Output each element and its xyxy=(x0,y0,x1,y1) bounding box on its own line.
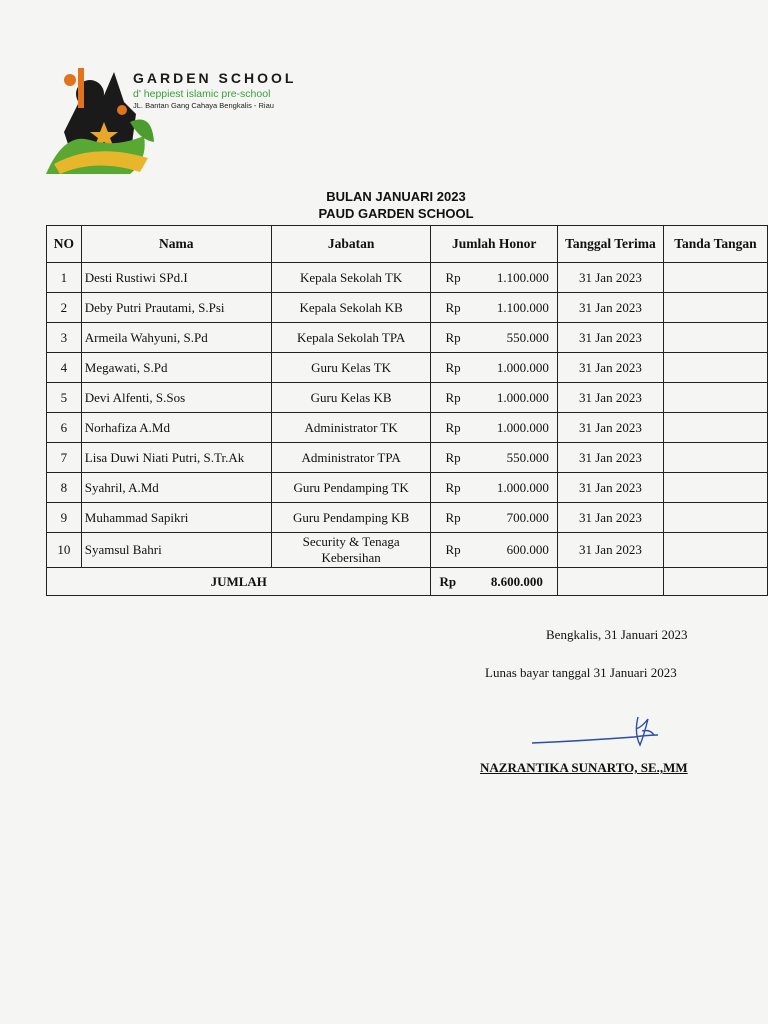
document-title: BULAN JANUARI 2023 xyxy=(326,189,466,204)
row-currency: Rp xyxy=(445,542,461,557)
paid-note: Lunas bayar tanggal 31 Januari 2023 xyxy=(485,665,677,680)
row-amount: 1.000.000 xyxy=(496,389,549,405)
header-jabatan: Jabatan xyxy=(271,226,431,263)
row-honor xyxy=(431,443,557,473)
row-honor xyxy=(431,533,557,568)
row-amount: 1.000.000 xyxy=(496,359,549,375)
total-row xyxy=(47,568,768,596)
table-row xyxy=(47,383,768,413)
row-nama: Deby Putri Prautami, S.Psi xyxy=(81,293,271,323)
row-honor xyxy=(431,413,557,443)
row-amount: 600.000 xyxy=(506,542,549,557)
row-amount: 1.000.000 xyxy=(496,479,549,495)
row-amount: 550.000 xyxy=(506,449,549,465)
row-nama: Norhafiza A.Md xyxy=(81,413,271,443)
row-currency: Rp xyxy=(445,329,461,345)
row-jabatan: Administrator TK xyxy=(271,413,431,443)
total-ttd-empty xyxy=(663,568,767,596)
row-nama: Syahril, A.Md xyxy=(81,473,271,503)
row-currency: Rp xyxy=(445,389,461,405)
row-no: 9 xyxy=(47,503,82,533)
row-honor xyxy=(431,383,557,413)
row-currency: Rp xyxy=(445,479,461,495)
row-jabatan: Security & Tenaga Kebersihan xyxy=(271,533,431,568)
row-currency: Rp xyxy=(445,509,461,525)
row-nama: Devi Alfenti, S.Sos xyxy=(81,383,271,413)
row-currency: Rp xyxy=(445,299,461,315)
row-honor xyxy=(431,353,557,383)
row-tanda-tangan xyxy=(663,473,767,503)
row-jabatan: Guru Pendamping KB xyxy=(271,503,431,533)
school-tagline: d' heppiest islamic pre-school xyxy=(133,88,271,100)
document-subtitle: PAUD GARDEN SCHOOL xyxy=(318,206,474,221)
row-jabatan: Guru Kelas TK xyxy=(271,353,431,383)
table-row xyxy=(47,323,768,353)
header-tanda-tangan: Tanda Tangan xyxy=(663,226,767,263)
row-honor xyxy=(431,503,557,533)
row-tanggal: 31 Jan 2023 xyxy=(557,533,663,568)
row-honor xyxy=(431,473,557,503)
table-row xyxy=(47,533,768,568)
total-value: 8.600.000 xyxy=(490,573,543,589)
row-currency: Rp xyxy=(445,419,461,435)
total-label: JUMLAH xyxy=(47,568,431,596)
row-currency: Rp xyxy=(445,449,461,465)
row-tanda-tangan xyxy=(663,533,767,568)
row-no: 8 xyxy=(47,473,82,503)
row-tanggal: 31 Jan 2023 xyxy=(557,323,663,353)
row-amount: 1.100.000 xyxy=(496,269,549,285)
total-currency: Rp xyxy=(439,573,457,589)
row-nama: Syamsul Bahri xyxy=(81,533,271,568)
header-honor: Jumlah Honor xyxy=(431,226,557,263)
row-nama: Armeila Wahyuni, S.Pd xyxy=(81,323,271,353)
table-row xyxy=(47,503,768,533)
row-tanggal: 31 Jan 2023 xyxy=(557,293,663,323)
row-no: 1 xyxy=(47,263,82,293)
row-no: 4 xyxy=(47,353,82,383)
row-tanggal: 31 Jan 2023 xyxy=(557,503,663,533)
row-tanda-tangan xyxy=(663,353,767,383)
row-jabatan: Kepala Sekolah KB xyxy=(271,293,431,323)
table-row xyxy=(47,413,768,443)
row-nama: Desti Rustiwi SPd.I xyxy=(81,263,271,293)
row-tanda-tangan xyxy=(663,323,767,353)
row-no: 3 xyxy=(47,323,82,353)
total-amount xyxy=(431,568,557,596)
row-no: 7 xyxy=(47,443,82,473)
row-jabatan: Administrator TPA xyxy=(271,443,431,473)
row-tanda-tangan xyxy=(663,263,767,293)
signer-name: NAZRANTIKA SUNARTO, SE.,MM xyxy=(480,760,688,775)
table-row xyxy=(47,443,768,473)
table-header-row xyxy=(47,226,768,263)
row-honor xyxy=(431,263,557,293)
row-no: 10 xyxy=(47,533,82,568)
row-tanggal: 31 Jan 2023 xyxy=(557,413,663,443)
header-nama: Nama xyxy=(81,226,271,263)
row-amount: 1.100.000 xyxy=(496,299,549,315)
row-jabatan: Kepala Sekolah TK xyxy=(271,263,431,293)
header-no: NO xyxy=(47,226,82,263)
payroll-table xyxy=(46,225,768,596)
row-currency: Rp xyxy=(445,269,461,285)
row-tanggal: 31 Jan 2023 xyxy=(557,443,663,473)
row-honor xyxy=(431,323,557,353)
row-jabatan: Guru Kelas KB xyxy=(271,383,431,413)
row-tanda-tangan xyxy=(663,443,767,473)
row-tanda-tangan xyxy=(663,383,767,413)
row-nama: Lisa Duwi Niati Putri, S.Tr.Ak xyxy=(81,443,271,473)
row-no: 6 xyxy=(47,413,82,443)
row-honor xyxy=(431,293,557,323)
row-tanggal: 31 Jan 2023 xyxy=(557,383,663,413)
row-amount: 700.000 xyxy=(506,509,549,525)
row-jabatan: Guru Pendamping TK xyxy=(271,473,431,503)
place-date: Bengkalis, 31 Januari 2023 xyxy=(546,627,688,642)
row-tanggal: 31 Jan 2023 xyxy=(557,473,663,503)
table-row xyxy=(47,263,768,293)
row-tanggal: 31 Jan 2023 xyxy=(557,263,663,293)
school-address: JL. Bantan Gang Cahaya Bengkalis - Riau xyxy=(133,101,274,110)
row-tanda-tangan xyxy=(663,503,767,533)
signature xyxy=(530,705,670,755)
table-row xyxy=(47,353,768,383)
row-nama: Muhammad Sapikri xyxy=(81,503,271,533)
row-amount: 550.000 xyxy=(506,329,549,345)
table-row xyxy=(47,293,768,323)
table-row xyxy=(47,473,768,503)
row-tanda-tangan xyxy=(663,293,767,323)
row-no: 2 xyxy=(47,293,82,323)
row-nama: Megawati, S.Pd xyxy=(81,353,271,383)
row-tanda-tangan xyxy=(663,413,767,443)
total-tanggal-empty xyxy=(557,568,663,596)
school-name: GARDEN SCHOOL xyxy=(133,70,297,86)
row-amount: 1.000.000 xyxy=(496,419,549,435)
row-tanggal: 31 Jan 2023 xyxy=(557,353,663,383)
row-jabatan: Kepala Sekolah TPA xyxy=(271,323,431,353)
header-tanggal: Tanggal Terima xyxy=(557,226,663,263)
row-currency: Rp xyxy=(445,359,461,375)
row-no: 5 xyxy=(47,383,82,413)
